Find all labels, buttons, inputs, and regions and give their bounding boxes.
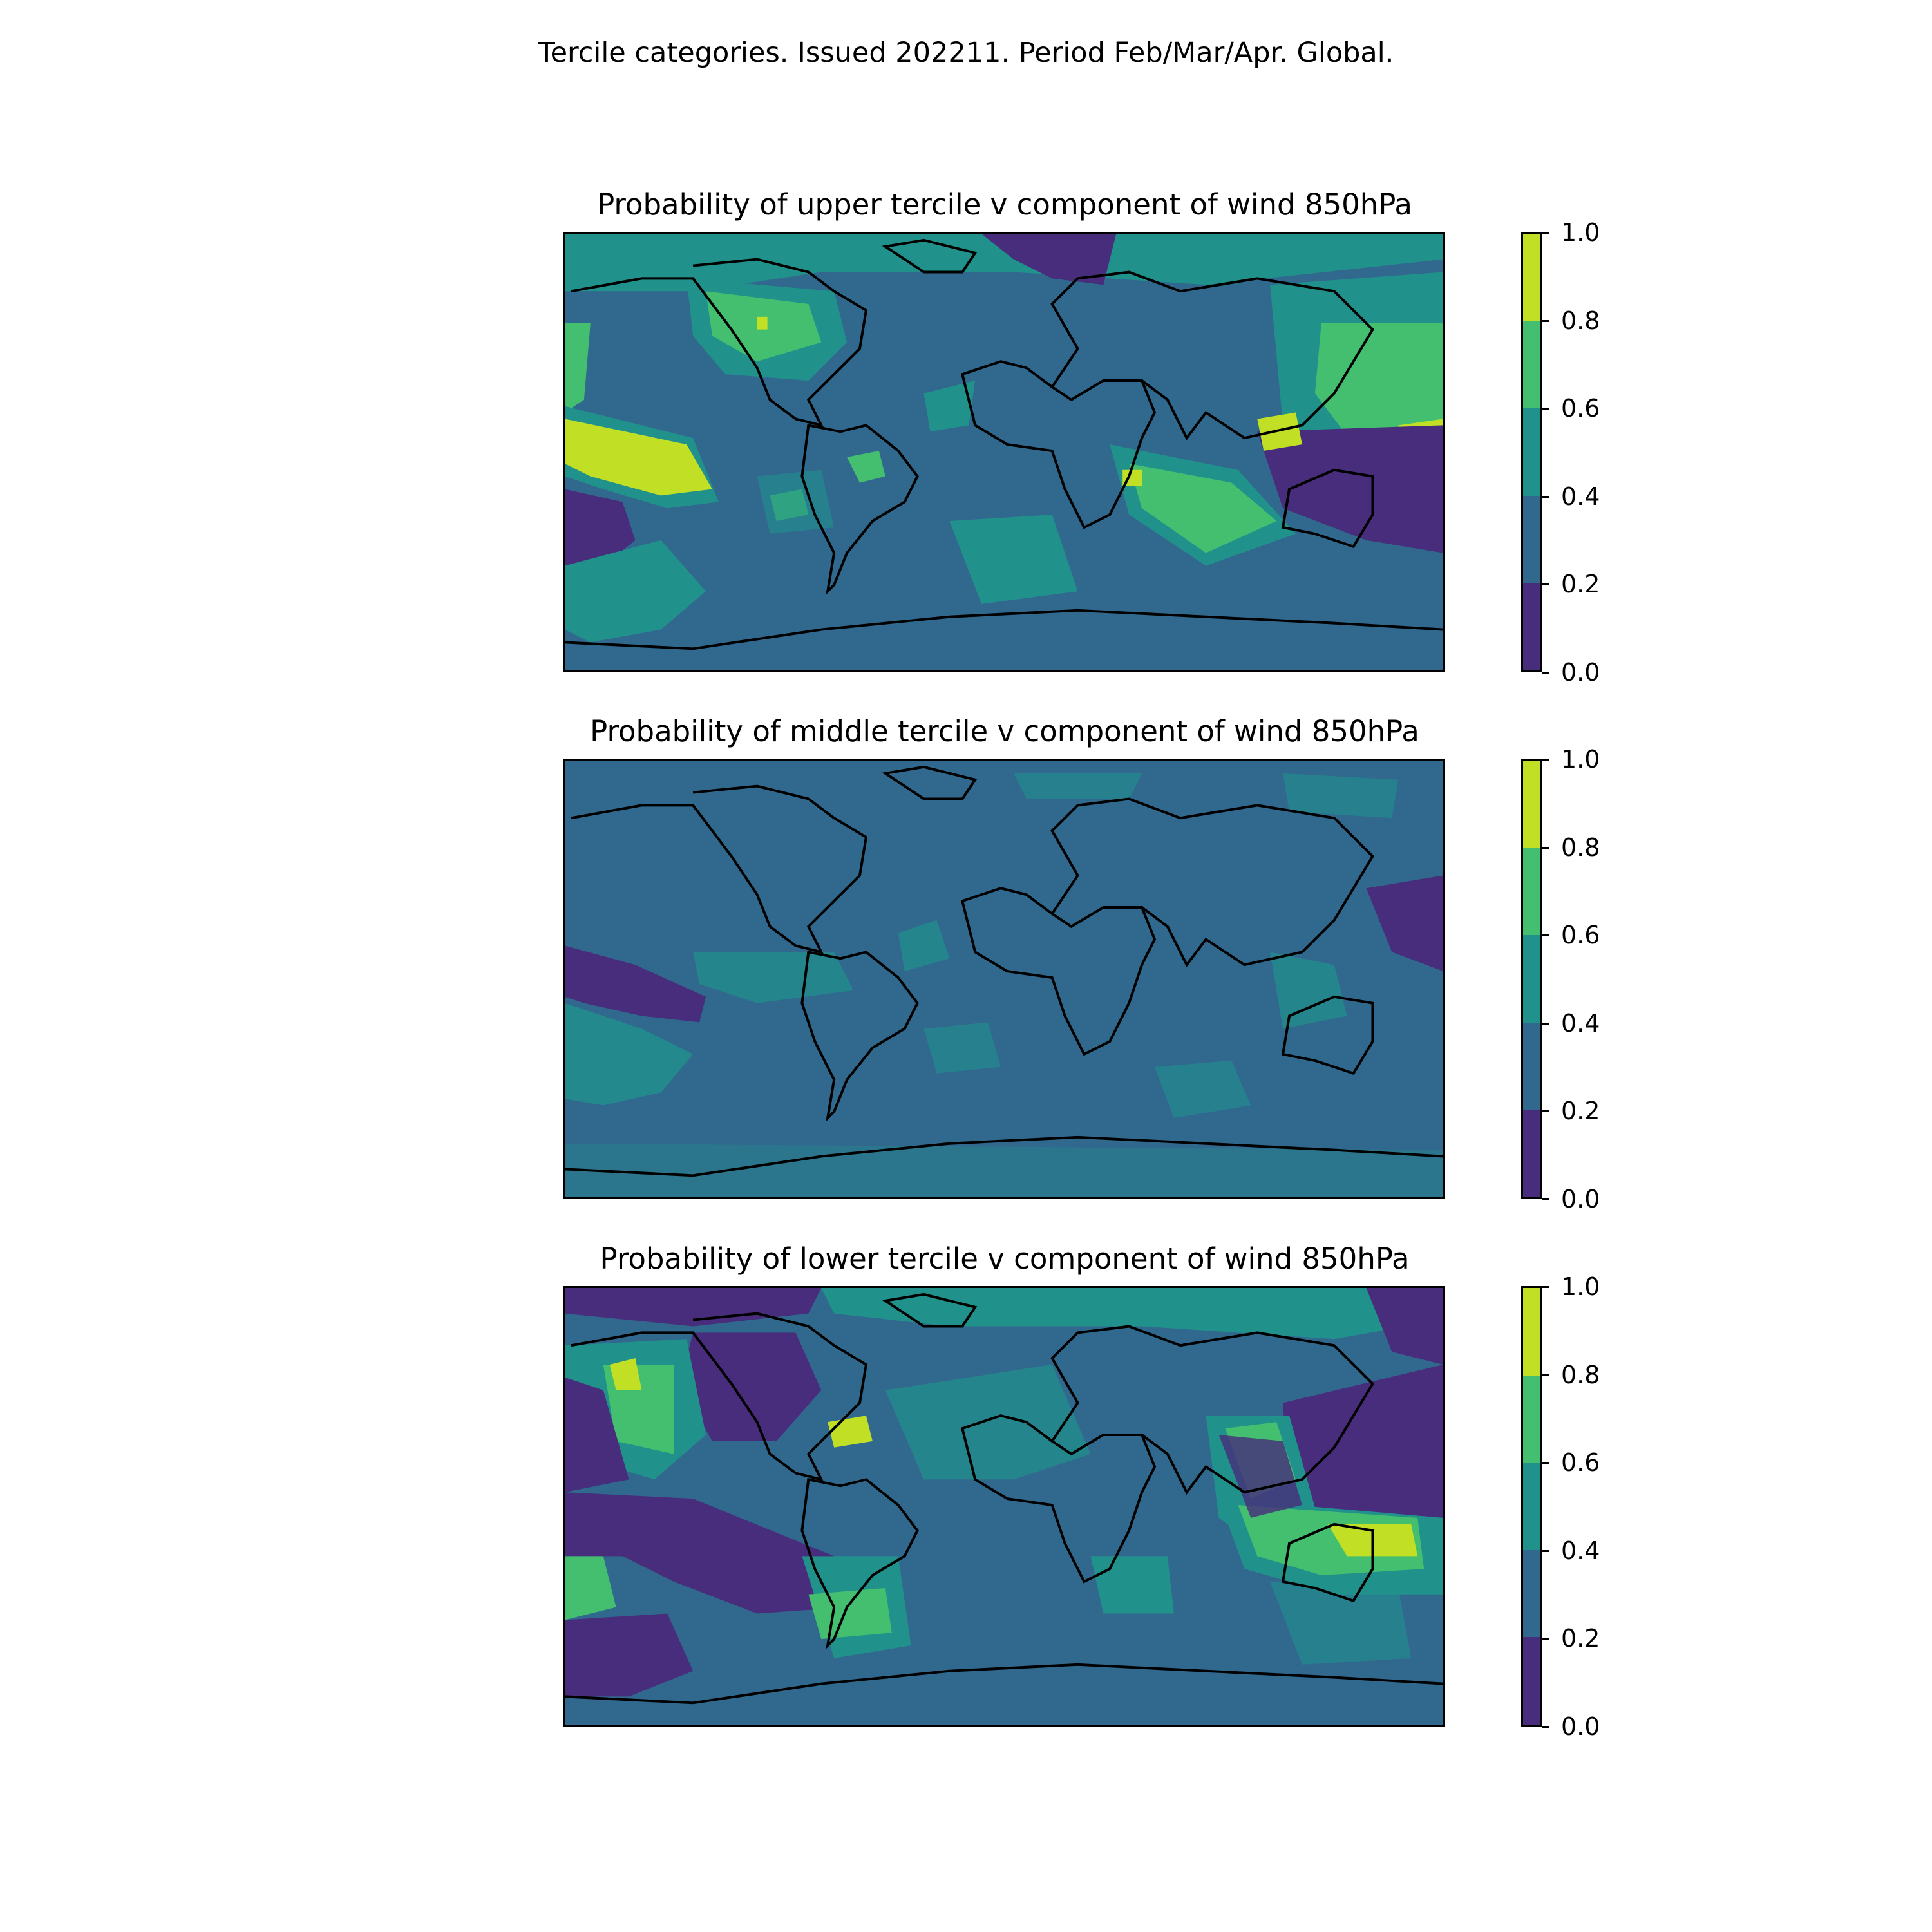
panel-title-upper: Probability of upper tercile v component of wind 850hPa xyxy=(597,187,1412,222)
cbar-tick-label: 0.0 xyxy=(1561,1185,1600,1213)
cbar-tick xyxy=(1542,1726,1549,1728)
cbar-tick xyxy=(1542,759,1549,761)
cbar-tick xyxy=(1542,320,1549,322)
cbar-seg-0.6-0.8 xyxy=(1523,1376,1540,1463)
cbar-seg-0-0.2 xyxy=(1523,583,1540,670)
map-lower xyxy=(563,1286,1445,1727)
cbar-seg-0.8-1.0 xyxy=(1523,761,1540,848)
cbar-seg-0.8-1.0 xyxy=(1523,234,1540,321)
cbar-tick xyxy=(1542,1638,1549,1640)
cbar-tick xyxy=(1542,408,1549,410)
field-lower xyxy=(565,1288,1443,1696)
field-upper xyxy=(565,234,1443,642)
cbar-tick-label: 0.4 xyxy=(1561,482,1600,511)
cbar-tick-label: 1.0 xyxy=(1561,745,1600,773)
cbar-tick-label: 0.2 xyxy=(1561,1097,1600,1125)
cbar-tick-label: 0.4 xyxy=(1561,1537,1600,1565)
cbar-seg-0.8-1.0 xyxy=(1523,1288,1540,1376)
cbar-seg-0.2-0.4 xyxy=(1523,496,1540,583)
colorbar-upper xyxy=(1521,232,1542,672)
cbar-tick xyxy=(1542,1286,1549,1288)
cbar-tick xyxy=(1542,1374,1549,1376)
cbar-tick-label: 0.0 xyxy=(1561,1712,1600,1741)
cbar-tick-label: 0.6 xyxy=(1561,394,1600,422)
cbar-tick-label: 0.4 xyxy=(1561,1009,1600,1037)
cbar-seg-0.2-0.4 xyxy=(1523,1023,1540,1110)
map-upper xyxy=(563,232,1445,672)
map-middle xyxy=(563,759,1445,1199)
cbar-tick-label: 0.8 xyxy=(1561,833,1600,862)
cbar-tick xyxy=(1542,672,1549,674)
cbar-tick xyxy=(1542,1110,1549,1112)
cbar-tick-label: 0.6 xyxy=(1561,921,1600,949)
field-middle xyxy=(565,773,1443,1197)
cbar-seg-0.6-0.8 xyxy=(1523,848,1540,936)
cbar-seg-0-0.2 xyxy=(1523,1110,1540,1197)
panel-title-middle: Probability of middle tercile v component of wind 850hPa xyxy=(590,714,1419,748)
cbar-tick xyxy=(1542,1198,1549,1200)
cbar-seg-0.6-0.8 xyxy=(1523,321,1540,409)
cbar-tick-label: 0.6 xyxy=(1561,1448,1600,1477)
figure-title: Tercile categories. Issued 202211. Period Feb/Mar/Apr. Global. xyxy=(538,37,1394,69)
cbar-tick xyxy=(1542,232,1549,234)
cbar-tick xyxy=(1542,1550,1549,1552)
cbar-tick-label: 0.8 xyxy=(1561,1361,1600,1389)
cbar-tick xyxy=(1542,496,1549,498)
cbar-tick-label: 1.0 xyxy=(1561,218,1600,247)
cbar-tick-label: 0.0 xyxy=(1561,658,1600,687)
cbar-tick xyxy=(1542,583,1549,585)
cbar-seg-0.4-0.6 xyxy=(1523,408,1540,496)
colorbar-lower xyxy=(1521,1286,1542,1727)
cbar-tick-label: 0.8 xyxy=(1561,307,1600,335)
cbar-seg-0-0.2 xyxy=(1523,1637,1540,1725)
cbar-tick xyxy=(1542,847,1549,849)
cbar-seg-0.4-0.6 xyxy=(1523,1463,1540,1550)
cbar-tick xyxy=(1542,1023,1549,1025)
cbar-tick-label: 0.2 xyxy=(1561,570,1600,598)
cbar-tick-label: 1.0 xyxy=(1561,1273,1600,1301)
cbar-tick-label: 0.2 xyxy=(1561,1624,1600,1653)
cbar-seg-0.2-0.4 xyxy=(1523,1550,1540,1638)
cbar-tick xyxy=(1542,934,1549,936)
colorbar-middle xyxy=(1521,759,1542,1199)
cbar-tick xyxy=(1542,1462,1549,1464)
cbar-seg-0.4-0.6 xyxy=(1523,935,1540,1023)
panel-title-lower: Probability of lower tercile v component of wind 850hPa xyxy=(600,1242,1410,1276)
